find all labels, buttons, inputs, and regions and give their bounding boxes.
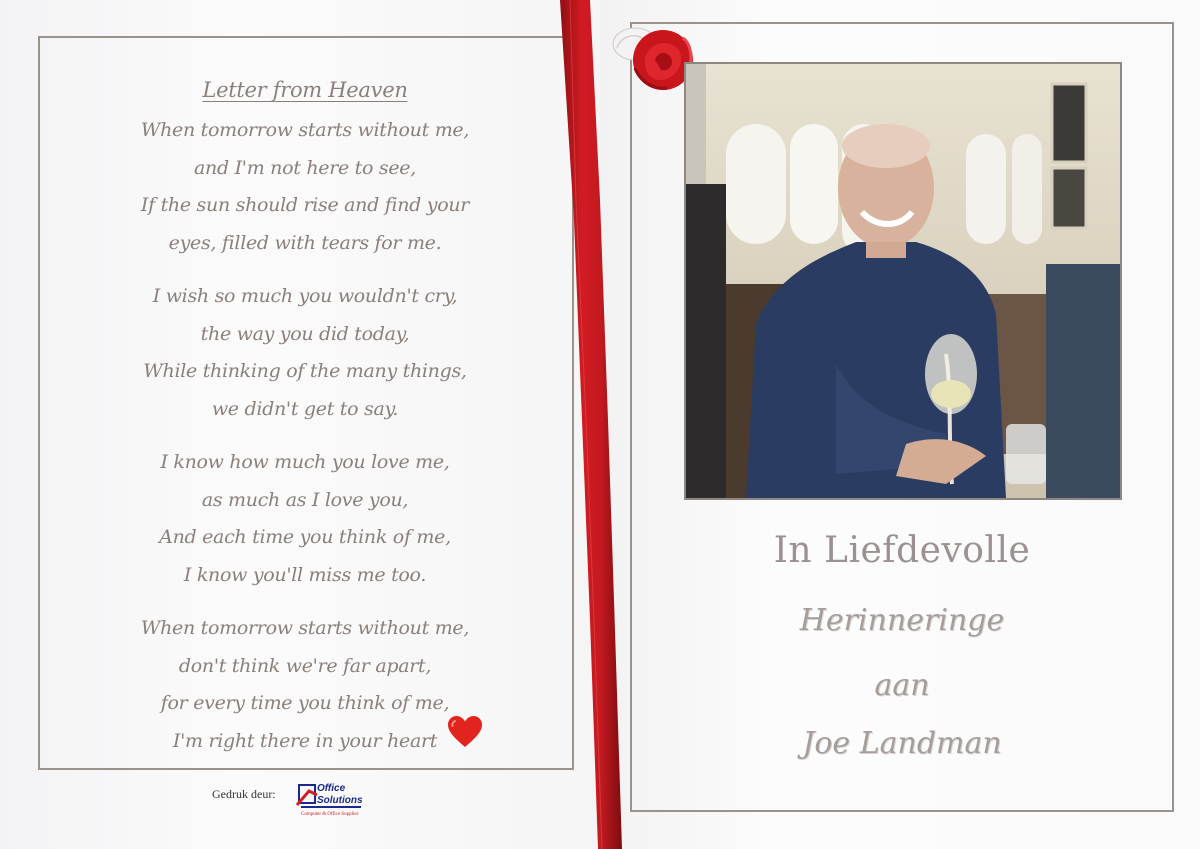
- printed-by-label: Gedruk deur:: [212, 787, 276, 801]
- poem-line: While thinking of the many things,: [143, 360, 467, 382]
- poem-line: When tomorrow starts without me,: [140, 119, 470, 141]
- memorial-subheading: Herinneringe: [799, 603, 1005, 638]
- poem-line: for every time you think of me,: [160, 692, 450, 714]
- poem-line: we didn't get to say.: [211, 397, 399, 420]
- poem-line: as much as I love you,: [201, 488, 409, 511]
- poem-line: I'm right there in your heart: [172, 729, 438, 752]
- memorial-heading: In Liefdevolle: [773, 530, 1031, 571]
- heart-icon: [447, 715, 483, 749]
- printer-logo: [295, 779, 367, 821]
- poem-line: And each time you think of me,: [159, 526, 451, 548]
- red-ribbon: [556, 0, 626, 849]
- poem-title: Letter from Heaven: [202, 78, 408, 102]
- portrait-photo: [684, 62, 1122, 500]
- poem-line: I know how much you love me,: [160, 451, 450, 473]
- poem-line: If the sun should rise and find your: [140, 194, 470, 216]
- poem-line: I know you'll miss me too.: [183, 563, 427, 586]
- poem-stanza-1: [40, 112, 570, 262]
- logo-tagline: Computer & Office Supplies: [301, 812, 359, 817]
- poem-line: eyes, filled with tears for me.: [168, 231, 442, 254]
- logo-line-2: Solutions: [317, 795, 363, 806]
- poem-stanza-3: [40, 444, 570, 594]
- poem-line: the way you did today,: [200, 322, 410, 345]
- poem: [40, 74, 570, 776]
- poem-line: I wish so much you wouldn't cry,: [152, 285, 458, 307]
- poem-stanza-4: [40, 610, 570, 760]
- deceased-name: Joe Landman: [802, 726, 1002, 761]
- memorial-connector: aan: [874, 668, 930, 703]
- logo-line-1: Office: [317, 783, 346, 794]
- portrait-image: [686, 64, 1120, 498]
- poem-line: and I'm not here to see,: [194, 156, 416, 179]
- poem-line: When tomorrow starts without me,: [140, 617, 470, 639]
- poem-stanza-2: [40, 278, 570, 428]
- poem-line: don't think we're far apart,: [178, 654, 432, 677]
